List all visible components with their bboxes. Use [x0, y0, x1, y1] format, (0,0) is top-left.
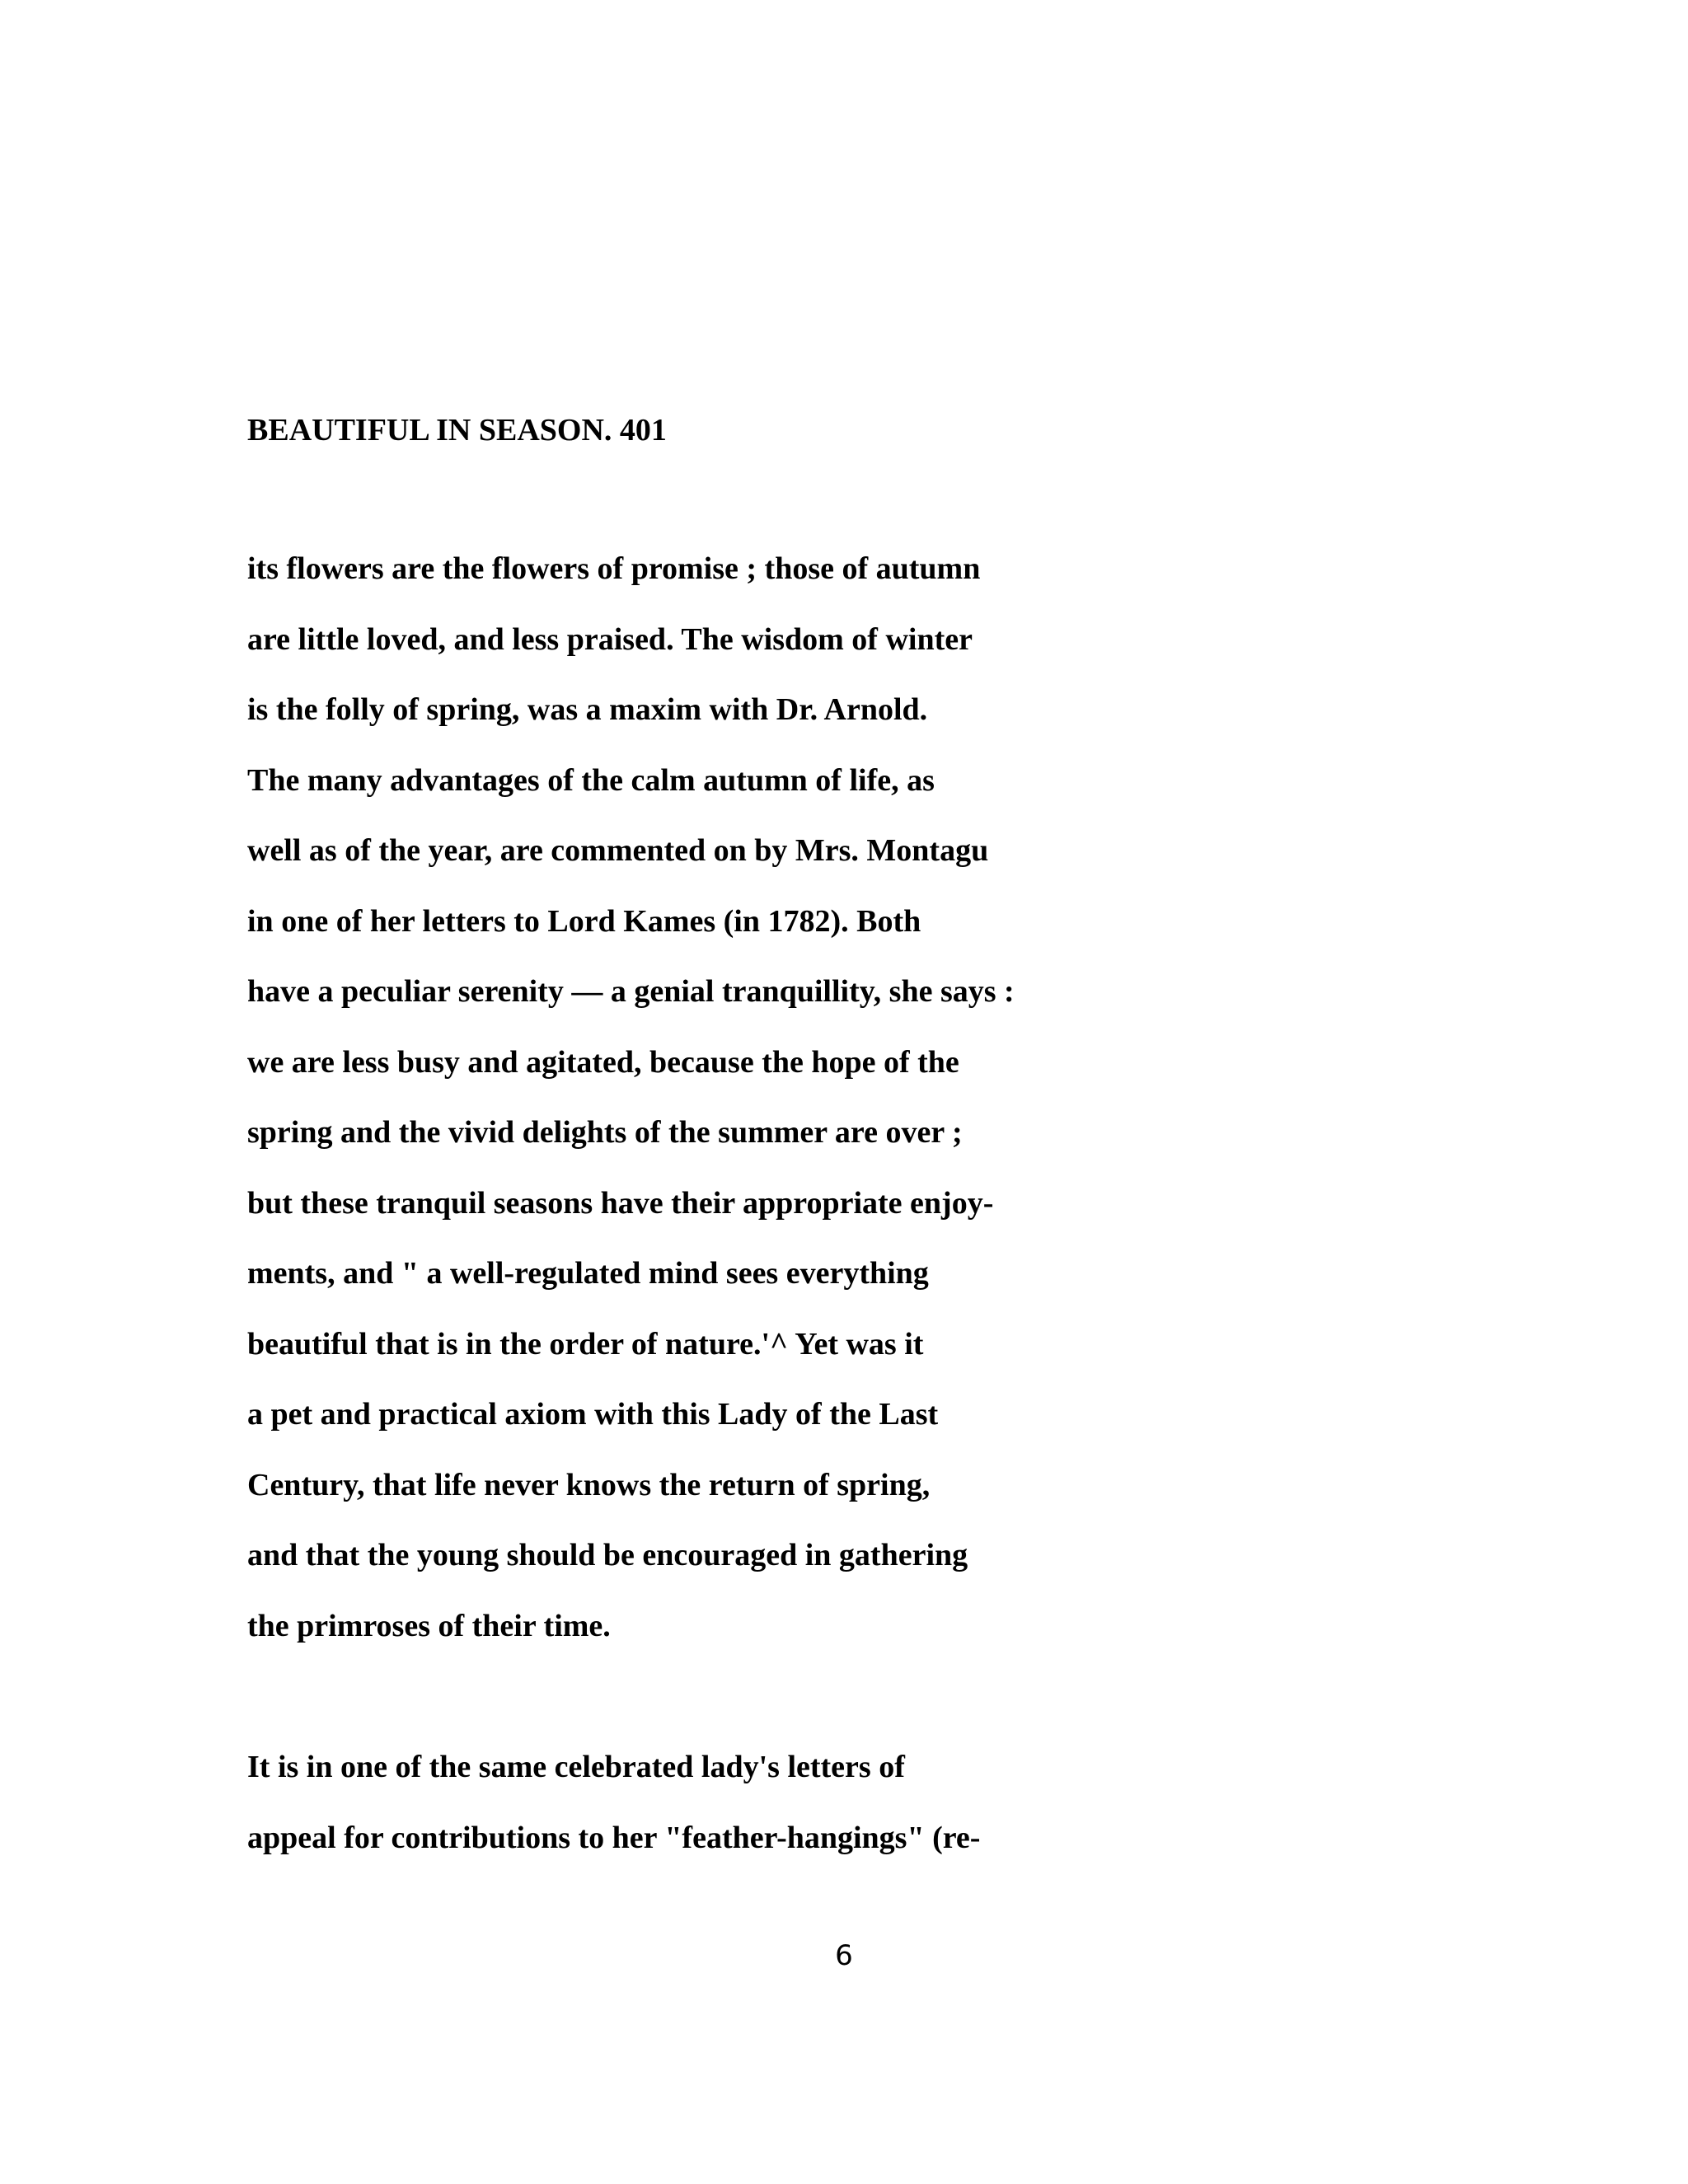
text-line: The many advantages of the calm autumn of life, as	[247, 762, 935, 798]
text-line: a pet and practical axiom with this Lady of the Last	[247, 1397, 939, 1432]
text-line: but these tranquil seasons have their appropriate enjoy-	[247, 1185, 994, 1221]
text-line: and that the young should be encouraged in gathering	[247, 1538, 968, 1572]
text-line: we are less busy and agitated, because the hope of the	[247, 1044, 959, 1080]
text-line: the primroses of their time.	[247, 1608, 611, 1643]
text-line: Century, that life never knows the return of spring,	[247, 1467, 931, 1502]
text-line: well as of the year, are commented on by Mrs. Montagu	[247, 833, 989, 868]
text-line: its flowers are the flowers of promise ; those of autumn	[247, 551, 981, 586]
text-line: spring and the vivid delights of the summer are over ;	[247, 1115, 963, 1150]
text-line: It is in one of the same celebrated lady's letters of	[247, 1750, 905, 1784]
text-line: appeal for contributions to her "feather-hangings" (re-	[247, 1820, 981, 1855]
text-line: are little loved, and less praised. The wisdom of winter	[247, 621, 973, 657]
running-head: BEAUTIFUL IN SEASON. 401	[247, 413, 667, 448]
text-line: is the folly of spring, was a maxim with Dr. Arnold.	[247, 692, 928, 727]
paragraph	[247, 1744, 1566, 1885]
text-line: ments, and " a well-regulated mind sees everything	[247, 1256, 929, 1291]
text-line: beautiful that is in the order of nature.'^ Yet was it	[247, 1326, 924, 1361]
page-number: 6	[835, 1939, 853, 1972]
paragraph	[247, 546, 1566, 1673]
body-text	[247, 546, 1566, 1885]
text-line: have a peculiar serenity — a genial tranquillity, she says :	[247, 974, 1015, 1009]
text-line: in one of her letters to Lord Kames (in 1782). Both	[247, 903, 921, 939]
